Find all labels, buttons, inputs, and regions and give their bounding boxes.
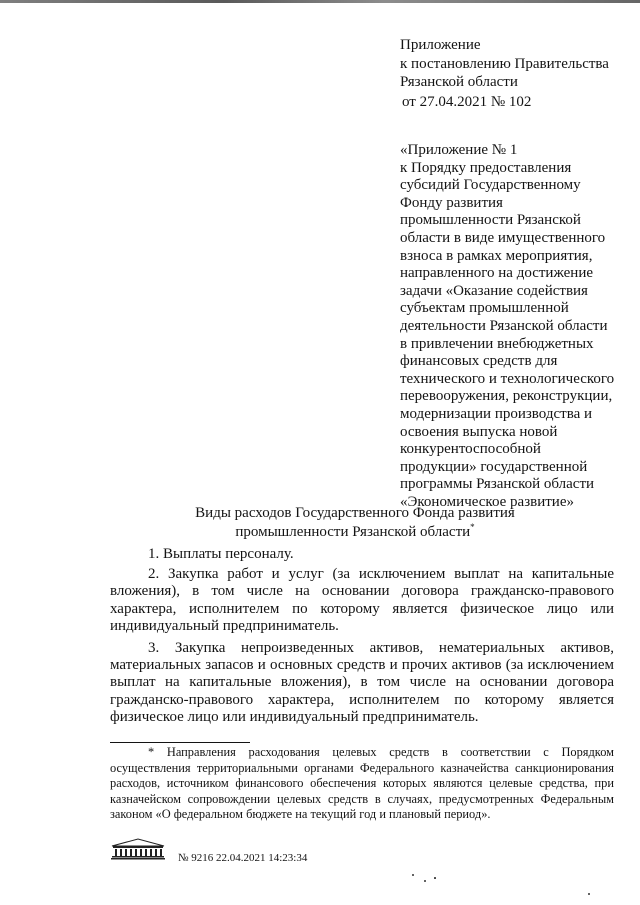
footnote-divider xyxy=(110,742,250,743)
document-title xyxy=(150,504,560,542)
annex-line: освоения выпуска новой xyxy=(400,423,558,440)
scan-speck xyxy=(412,874,414,876)
annex-line: продукции» государственной xyxy=(400,458,588,475)
approval-block xyxy=(400,36,630,111)
title-line-2-text: промышленности Рязанской области xyxy=(235,524,471,540)
list-item: 1. Выплаты персоналу. xyxy=(148,546,294,562)
annex-line: «Приложение № 1 xyxy=(400,142,518,158)
registry-stamp-icon xyxy=(110,838,166,860)
title-line-1: Виды расходов Государственного Фонда развития xyxy=(195,505,515,521)
scan-speck xyxy=(424,880,426,882)
annex-line: взноса в рамках мероприятия, xyxy=(400,247,593,264)
annex-line: финансовых средств для xyxy=(400,353,558,370)
annex-line: области в виде имущественного xyxy=(400,229,606,246)
annex-line: деятельности Рязанской области xyxy=(400,317,608,334)
annex-line: задачи «Оказание содействия xyxy=(400,282,588,299)
annex-line: «Экономическое развитие» xyxy=(400,493,574,510)
annex-line: технического и технологического xyxy=(400,370,615,387)
annex-line: субъектам промышленной xyxy=(400,300,569,317)
approval-line-2: к постановлению Правительства xyxy=(400,55,609,72)
annex-line: программы Рязанской области xyxy=(400,476,595,493)
list-item: 3. Закупка непроизведенных активов, нематериальных активов, материальных запасов и основных средств и прочих активов (за исключением выплат на капитальные вложения), в том числе на основании договора гражданско-правового характера, исполнителем по которому является физическое лицо или индивидуальный предприниматель. xyxy=(110,640,614,725)
annex-line: конкурентоспособной xyxy=(400,441,541,458)
registration-number: № 9216 22.04.2021 14:23:34 xyxy=(178,852,308,864)
annex-line: Фонду развития xyxy=(400,194,503,211)
expense-list xyxy=(110,546,614,726)
annex-line: модернизации производства и xyxy=(400,405,593,422)
title-line-2 xyxy=(150,523,560,542)
scan-speck xyxy=(588,893,590,895)
annex-line: направленного на достижение xyxy=(400,265,594,282)
annex-line: к Порядку предоставления xyxy=(400,159,572,176)
annex-line: субсидий Государственному xyxy=(400,177,581,194)
approval-line-3: Рязанской области xyxy=(400,74,518,90)
footnote-marker: * xyxy=(470,522,475,532)
annex-line: промышленности Рязанской xyxy=(400,212,581,229)
list-item: 2. Закупка работ и услуг (за исключением выплат на капитальные вложения), в том числе на основании договора гражданско-правового характера, исполнителем по которому является физическое лицо или индивидуальный предприниматель. xyxy=(110,566,614,634)
annex-line: перевооружения, реконструкции, xyxy=(400,388,613,405)
scan-speck xyxy=(434,877,436,879)
annex-block xyxy=(400,142,640,511)
footnote-text: * Направления расходования целевых средств в соответствии с Порядком осуществления территориальными органами Федерального казначейства санкционирования расходов, источником финансового обеспечения которых являются целевые средства, при казначейском сопровождении целевых средств в случаях, предусмотренных Федеральным законом «О федеральном бюджете на текущий год и плановый период». xyxy=(110,745,614,822)
approval-date: от 27.04.2021 № 102 xyxy=(402,93,532,110)
annex-line: в привлечении внебюджетных xyxy=(400,335,594,352)
scan-edge xyxy=(0,0,640,3)
approval-line-1: Приложение xyxy=(400,37,481,53)
